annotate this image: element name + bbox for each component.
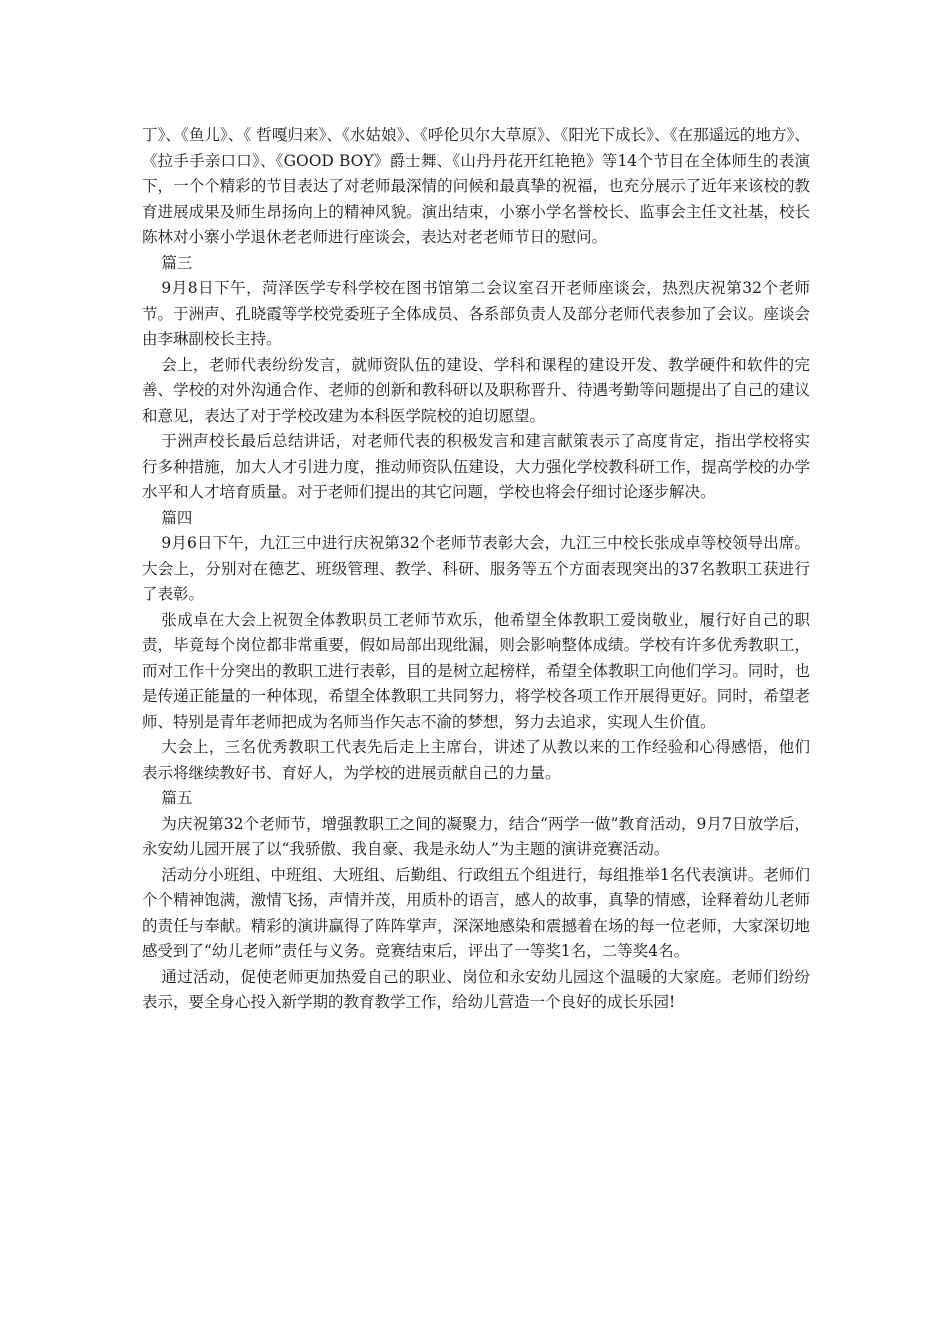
paragraph: 大会上，三名优秀教职工代表先后走上主席台，讲述了从教以来的工作经验和心得感悟，他们表示将继续教好书、育好人，为学校的进展贡献自己的力量。 (142, 738, 810, 782)
paragraph: 通过活动，促使老师更加热爱自己的职业、岗位和永安幼儿园这个温暖的大家庭。老师们纷纷表示，要全身心投入新学期的教育教学工作，给幼儿营造一个良好的成长乐园! (142, 967, 810, 1011)
paragraph: 活动分小班组、中班组、大班组、后勤组、行政组五个组进行，每组推举1名代表演讲。老师们个个精神饱满，激情飞扬，声情并茂，用质朴的语言，感人的故事，真挚的情感，诠释着幼儿老师的责任与奉献。精彩的演讲赢得了阵阵掌声，深深地感染和震撼着在场的每一位老师，大家深切地感受到了“幼儿老师”责任与义务。竞赛结束后，评出了一等奖1名，二等奖4名。 (142, 865, 810, 960)
document-body (142, 123, 810, 1016)
paragraph: 丁》、《鱼儿》、《 哲嘎归来》、《水姑娘》、《呼伦贝尔大草原》、《阳光下成长》、《在那遥远的地方》、《拉手手亲口口》、《GOOD BOY》爵士舞、《山丹丹花开红艳艳》等14个节目在全体师生的表演下，一个个精彩的节目表达了对老师最深情的问候和最真挚的祝福，也充分展示了近年来该校的教育进展成果及师生昂扬向上的精神风貌。演出结束，小寨小学名誉校长、监事会主任文社基，校长陈林对小寨小学退休老老师进行座谈会，表达对老老师节日的慰问。 (142, 126, 810, 246)
paragraph: 9月6日下午，九江三中进行庆祝第32个老师节表彰大会，九江三中校长张成卓等校领导出席。大会上，分别对在德艺、班级管理、教学、科研、服务等五个方面表现突出的37名教职工获进行了表彰。 (142, 534, 810, 603)
section-heading-3: 篇三 (161, 253, 193, 272)
section-heading-4: 篇四 (161, 508, 193, 527)
paragraph: 为庆祝第32个老师节，增强教职工之间的凝聚力，结合“两学一做”教育活动，9月7日放学后，永安幼儿园开展了以“我骄傲、我自豪、我是永幼人”为主题的演讲竞赛活动。 (142, 814, 810, 858)
section-heading-5: 篇五 (161, 789, 193, 807)
paragraph: 于洲声校长最后总结讲话，对老师代表的积极发言和建言献策表示了高度肯定，指出学校将实行多种措施，加大人才引进力度，推动师资队伍建设，大力强化学校教科研工作，提高学校的办学水平和人才培育质量。对于老师们提出的其它问题，学校也将会仔细讨论逐步解决。 (142, 432, 810, 501)
paragraph: 9月8日下午，菏泽医学专科学校在图书馆第二会议室召开老师座谈会，热烈庆祝第32个老师节。于洲声、孔晓霞等学校党委班子全体成员、各系部负责人及部分老师代表参加了会议。座谈会由李琳副校长主持。 (142, 279, 810, 348)
paragraph: 张成卓在大会上祝贺全体教职员工老师节欢乐，他希望全体教职工爱岗敬业，履行好自己的职责，毕竟每个岗位都非常重要，假如局部出现纰漏，则会影响整体成绩。学校有许多优秀教职工，而对工作十分突出的教职工进行表彰，目的是树立起榜样，希望全体教职工向他们学习。同时，也是传递正能量的一种体现，希望全体教职工共同努力，将学校各项工作开展得更好。同时，希望老师、特别是青年老师把成为名师当作矢志不渝的梦想，努力去追求，实现人生价值。 (142, 610, 810, 731)
paragraph: 会上，老师代表纷纷发言，就师资队伍的建设、学科和课程的建设开发、教学硬件和软件的完善、学校的对外沟通合作、老师的创新和教科研以及职称晋升、待遇考勤等问题提出了自己的建议和意见，表达了对于学校改建为本科医学院校的迫切愿望。 (142, 355, 810, 425)
